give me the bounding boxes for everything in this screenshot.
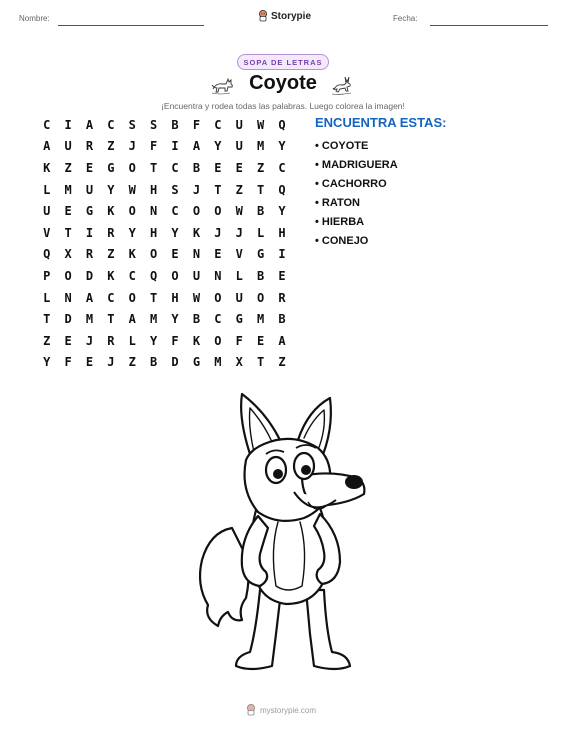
word-item: • COYOTE bbox=[315, 140, 369, 152]
grid-letter[interactable]: I bbox=[278, 247, 286, 262]
grid-letter[interactable]: P bbox=[43, 268, 51, 283]
brand-name: Storypie bbox=[271, 10, 312, 22]
grid-letter[interactable]: M bbox=[256, 312, 265, 327]
grid-letter[interactable]: N bbox=[150, 204, 158, 219]
footer-url[interactable]: mystorypie.com bbox=[260, 705, 317, 715]
grid-letter[interactable]: Z bbox=[64, 160, 72, 175]
grid-letter[interactable]: Z bbox=[235, 182, 243, 197]
grid-letter[interactable]: L bbox=[235, 268, 243, 283]
grid-letter[interactable]: O bbox=[214, 290, 222, 305]
word-item: • HIERBA bbox=[315, 216, 365, 228]
grid-letter[interactable]: Z bbox=[107, 139, 115, 154]
grid-letter[interactable]: C bbox=[107, 290, 115, 305]
grid-letter[interactable]: L bbox=[256, 225, 265, 240]
word-list bbox=[315, 137, 398, 251]
grid-letter[interactable]: B bbox=[256, 204, 265, 219]
grid-letter[interactable]: S bbox=[171, 182, 179, 197]
grid-letter[interactable]: G bbox=[235, 312, 243, 327]
grid-letter[interactable]: B bbox=[150, 355, 158, 370]
grid-letter[interactable]: H bbox=[150, 182, 158, 197]
grid-letter[interactable]: E bbox=[214, 247, 222, 262]
grid-letter[interactable]: E bbox=[85, 355, 94, 370]
grid-letter[interactable]: E bbox=[214, 160, 222, 175]
grid-letter[interactable]: I bbox=[171, 139, 179, 154]
grid-letter[interactable]: O bbox=[192, 204, 201, 219]
grid-letter[interactable]: C bbox=[43, 117, 51, 132]
grid-letter[interactable]: U bbox=[192, 268, 201, 283]
grid-letter[interactable]: F bbox=[171, 333, 179, 348]
grid-letter[interactable]: C bbox=[214, 312, 222, 327]
grid-letter[interactable]: N bbox=[64, 290, 72, 305]
grid-letter[interactable]: B bbox=[278, 312, 286, 327]
grid-letter[interactable]: E bbox=[64, 333, 72, 348]
grid-letter[interactable]: K bbox=[107, 204, 115, 219]
grid-letter[interactable]: H bbox=[278, 225, 286, 240]
grid-letter[interactable]: O bbox=[171, 268, 179, 283]
word-item: • CACHORRO bbox=[315, 178, 387, 190]
grid-letter[interactable]: J bbox=[107, 355, 115, 370]
grid-letter[interactable]: S bbox=[150, 117, 158, 132]
grid-letter[interactable]: A bbox=[85, 290, 94, 305]
grid-letter[interactable]: V bbox=[43, 225, 51, 240]
grid-letter[interactable]: D bbox=[85, 268, 94, 283]
grid-letter[interactable]: Y bbox=[278, 204, 286, 219]
grid-letter[interactable]: Y bbox=[171, 225, 179, 240]
grid-letter[interactable]: B bbox=[192, 312, 201, 327]
grid-letter[interactable]: O bbox=[128, 160, 136, 175]
grid-letter[interactable]: A bbox=[278, 333, 286, 348]
grid-letter[interactable]: F bbox=[192, 117, 201, 132]
grid-letter[interactable]: I bbox=[64, 117, 72, 132]
grid-letter[interactable]: M bbox=[150, 312, 158, 327]
grid-letter[interactable]: L bbox=[43, 182, 51, 197]
grid-letter[interactable]: O bbox=[128, 204, 136, 219]
grid-letter[interactable]: T bbox=[150, 160, 158, 175]
grid-letter[interactable]: B bbox=[171, 117, 179, 132]
grid-letter[interactable]: L bbox=[43, 290, 51, 305]
word-search-grid bbox=[36, 114, 293, 373]
grid-letter[interactable]: Z bbox=[107, 247, 115, 262]
grid-letter[interactable]: C bbox=[107, 117, 115, 132]
grid-letter[interactable]: X bbox=[235, 355, 243, 370]
grid-letter[interactable]: G bbox=[192, 355, 201, 370]
grid-letter[interactable]: T bbox=[214, 182, 222, 197]
grid-letter[interactable]: T bbox=[43, 312, 51, 327]
grid-letter[interactable]: J bbox=[235, 225, 243, 240]
grid-letter[interactable]: O bbox=[150, 247, 158, 262]
grid-letter[interactable]: Q bbox=[278, 182, 286, 197]
activity-badge: SOPA DE LETRAS bbox=[237, 54, 329, 70]
grid-letter[interactable]: C bbox=[171, 204, 179, 219]
grid-letter[interactable]: K bbox=[43, 160, 51, 175]
grid-letter[interactable]: T bbox=[256, 182, 265, 197]
word-list-title: ENCUENTRA ESTAS: bbox=[315, 115, 447, 130]
grid-letter[interactable]: Q bbox=[150, 268, 158, 283]
grid-letter[interactable]: U bbox=[85, 182, 94, 197]
grid-letter[interactable]: U bbox=[235, 139, 243, 154]
date-field[interactable] bbox=[430, 25, 548, 26]
grid-letter[interactable]: J bbox=[128, 139, 136, 154]
footer bbox=[246, 704, 316, 716]
grid-letter[interactable]: Z bbox=[256, 160, 265, 175]
grid-letter[interactable]: Z bbox=[278, 355, 286, 370]
grid-letter[interactable]: F bbox=[150, 139, 158, 154]
grid-letter[interactable]: O bbox=[64, 268, 72, 283]
grid-letter[interactable]: T bbox=[107, 312, 115, 327]
grid-letter[interactable]: Y bbox=[43, 355, 51, 370]
grid-letter[interactable]: N bbox=[192, 247, 201, 262]
grid-letter[interactable]: R bbox=[107, 333, 115, 348]
grid-letter[interactable]: M bbox=[256, 139, 265, 154]
grid-letter[interactable]: F bbox=[64, 355, 72, 370]
grid-letter[interactable]: E bbox=[171, 247, 179, 262]
grid-letter[interactable]: S bbox=[128, 117, 136, 132]
grid-letter[interactable]: O bbox=[128, 290, 136, 305]
grid-letter[interactable]: C bbox=[171, 160, 179, 175]
grid-letter[interactable]: K bbox=[107, 268, 115, 283]
grid-letter[interactable]: R bbox=[107, 225, 115, 240]
grid-letter[interactable]: A bbox=[43, 139, 51, 154]
grid-letter[interactable]: Q bbox=[278, 117, 286, 132]
grid-letter[interactable]: C bbox=[278, 160, 286, 175]
rabbit-silhouette-icon bbox=[330, 74, 354, 96]
grid-letter[interactable]: M bbox=[214, 355, 222, 370]
grid-letter[interactable]: E bbox=[256, 333, 265, 348]
grid-letter[interactable]: N bbox=[214, 268, 222, 283]
grid-letter[interactable]: J bbox=[214, 225, 222, 240]
grid-letter[interactable]: Y bbox=[107, 182, 115, 197]
grid-letter[interactable]: B bbox=[192, 160, 201, 175]
grid-letter[interactable]: Y bbox=[214, 139, 222, 154]
grid-letter[interactable]: V bbox=[235, 247, 243, 262]
name-label: Nombre: bbox=[19, 14, 50, 23]
grid-letter[interactable]: I bbox=[85, 225, 94, 240]
grid-letter[interactable]: J bbox=[192, 182, 201, 197]
grid-letter[interactable]: O bbox=[214, 204, 222, 219]
grid-letter[interactable]: W bbox=[128, 182, 136, 197]
grid-letter[interactable]: C bbox=[214, 117, 222, 132]
grid-letter[interactable]: U bbox=[235, 117, 243, 132]
brand-logo bbox=[258, 10, 311, 22]
grid-letter[interactable]: T bbox=[64, 225, 72, 240]
grid-letter[interactable]: Q bbox=[43, 247, 51, 262]
grid-letter[interactable]: W bbox=[192, 290, 201, 305]
grid-letter[interactable]: L bbox=[128, 333, 136, 348]
grid-letter[interactable]: T bbox=[256, 355, 265, 370]
word-item: • CONEJO bbox=[315, 235, 369, 247]
grid-letter[interactable]: Y bbox=[171, 312, 179, 327]
grid-letter[interactable]: O bbox=[214, 333, 222, 348]
grid-letter[interactable]: X bbox=[64, 247, 72, 262]
grid-letter[interactable]: K bbox=[128, 247, 136, 262]
grid-letter[interactable]: W bbox=[256, 117, 265, 132]
grid-letter[interactable]: H bbox=[150, 225, 158, 240]
grid-letter[interactable]: U bbox=[235, 290, 243, 305]
coyote-coloring-illustration bbox=[180, 390, 386, 684]
storypie-mascot-icon bbox=[246, 704, 256, 716]
grid-letter[interactable]: Y bbox=[278, 139, 286, 154]
name-field[interactable] bbox=[58, 25, 204, 26]
grid-letter[interactable]: M bbox=[64, 182, 72, 197]
grid-letter[interactable]: A bbox=[85, 117, 94, 132]
grid-letter[interactable]: Z bbox=[43, 333, 51, 348]
grid-letter[interactable]: D bbox=[171, 355, 179, 370]
grid-letter[interactable]: K bbox=[192, 225, 201, 240]
grid-letter[interactable]: G bbox=[107, 160, 115, 175]
date-label: Fecha: bbox=[393, 14, 418, 23]
grid-letter[interactable]: U bbox=[43, 204, 51, 219]
grid-letter[interactable]: J bbox=[85, 333, 94, 348]
grid-letter[interactable]: O bbox=[256, 290, 265, 305]
grid-letter[interactable]: Y bbox=[150, 333, 158, 348]
grid-letter[interactable]: T bbox=[150, 290, 158, 305]
grid-letter[interactable]: R bbox=[85, 139, 94, 154]
grid-letter[interactable]: A bbox=[128, 312, 136, 327]
grid-letter[interactable]: R bbox=[278, 290, 286, 305]
grid-letter[interactable]: B bbox=[256, 268, 265, 283]
instructions: ¡Encuentra y rodea todas las palabras. Luego colorea la imagen! bbox=[161, 101, 405, 111]
grid-letter[interactable]: D bbox=[64, 312, 72, 327]
grid-letter[interactable]: R bbox=[85, 247, 94, 262]
grid-letter[interactable]: F bbox=[235, 333, 243, 348]
grid-letter[interactable]: H bbox=[171, 290, 179, 305]
grid-letter[interactable]: K bbox=[192, 333, 201, 348]
grid-letter[interactable]: E bbox=[64, 204, 72, 219]
grid-letter[interactable]: A bbox=[192, 139, 201, 154]
grid-letter[interactable]: E bbox=[278, 268, 286, 283]
grid-letter[interactable]: G bbox=[256, 247, 265, 262]
grid-letter[interactable]: C bbox=[128, 268, 136, 283]
grid-letter[interactable]: Z bbox=[128, 355, 136, 370]
page-title: Coyote bbox=[249, 72, 317, 94]
storypie-mascot-icon bbox=[258, 10, 268, 22]
grid-letter[interactable]: E bbox=[85, 160, 94, 175]
word-item: • MADRIGUERA bbox=[315, 159, 398, 171]
word-item: • RATON bbox=[315, 197, 360, 209]
grid-letter[interactable]: W bbox=[235, 204, 243, 219]
grid-letter[interactable]: G bbox=[85, 204, 94, 219]
grid-letter[interactable]: M bbox=[85, 312, 94, 327]
grid-letter[interactable]: E bbox=[235, 160, 243, 175]
grid-letter[interactable]: U bbox=[64, 139, 72, 154]
grid-letter[interactable]: Y bbox=[128, 225, 136, 240]
